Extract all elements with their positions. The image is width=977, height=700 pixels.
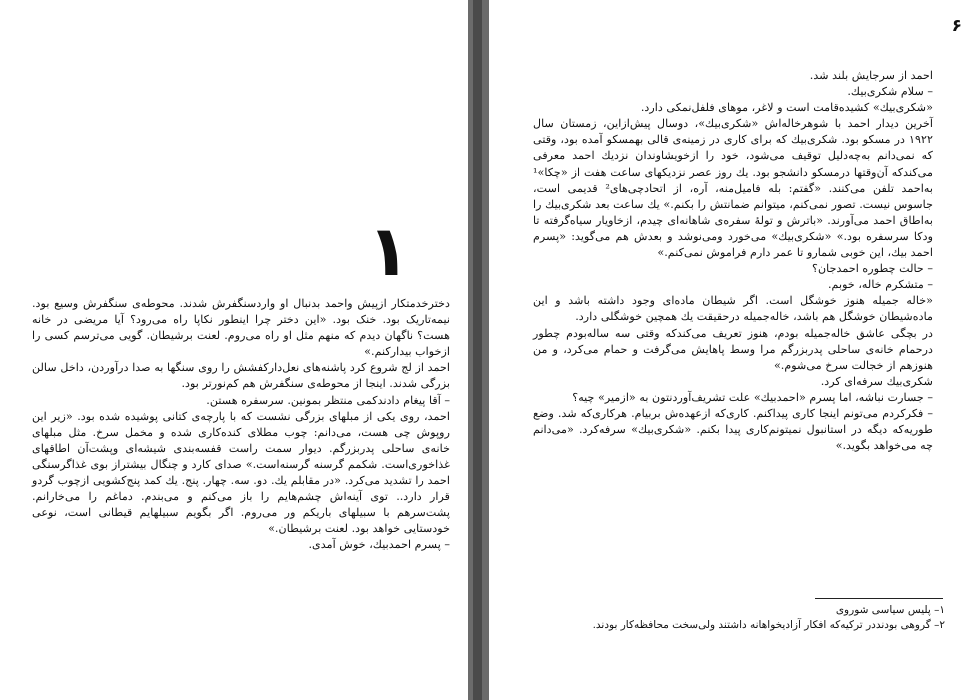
book-spine [468, 0, 489, 700]
paragraph: – جسارت نباشه، اما پسرم «احمدبیك» علت تشریف‌آوردنتون به «ازمیر» چیه؟ [572, 390, 933, 404]
paragraph: احمد از سرجایش بلند شد. [809, 69, 933, 82]
page-number: ۶ [951, 16, 962, 36]
chapter-number: ۱ [367, 210, 410, 292]
left-page-text [32, 296, 450, 554]
right-page [489, 0, 977, 700]
paragraph: دخترخدمتکار ازپیش واحمد بدنبال او واردسنگفرش شدند. محوطه‌ی سنگفرش وسیع بود. نیمه‌تاریک بود. خنک بود. «این دختر چرا اینطور نکاپا راه می‌رود؟ آیا مریضی در خانه هست؟ ناگهان دیدم که منهم مثل او راه می‌روم. لعنت برشیطان. گویی می‌ترسم کسی را ازخواب بیدارکنم.» [32, 297, 450, 359]
footnote-divider [815, 598, 943, 599]
paragraph: احمد، روی یکی از مبلهای بزرگی نشست که با پارچه‌ی کتانی پوشیده شده بود. «زیر این روپوش چی هست، می‌دانم: چوب مطلای کنده‌کاری شده و مخمل سرخ. مثل مبلهای خانه‌ی ساحلی پدربزرگم. دیوار سمت راست قفسه‌بندی شیشه‌ای وپشت‌آن اطاقهای غذاخوری‌است. شکمم گرسنه گرسنه‌است.» صدای کارد و چنگال بیشتراز بوی غذاگرسنگی احمد را تشدید می‌کرد. «در مقابلم یك. دو. سه. چهار. پنج. یك کمد پنج‌کشویی ازچوب گردو قرار دارد.. توی آینه‌اش چشم‌هایم را باز می‌کنم و می‌بندم. دماغم را می‌خارانم. پشت‌سرهم با سبیلهای باریکم ور می‌روم. اگر بگویم سبیلهایم قیطانی است، نوعی خودستایی خواهد بود. لعنت برشیطان.» [32, 409, 450, 536]
paragraph: – متشکرم خاله، خوبم. [827, 278, 933, 292]
left-page [0, 0, 468, 700]
paragraph: – حالت چطوره احمدجان؟ [812, 262, 933, 276]
paragraph: احمد از لج شروع کرد پاشنه‌های نعل‌دارکفشش را روی سنگها به صدا درآوردن، داخل سالن بزرگی شدند. اینجا از محوطه‌ی سنگفرش هم کم‌نورتر بود. [32, 361, 450, 391]
paragraph: در بچگی عاشق خاله‌جمیله بودم، هنوز تعریف می‌کندکه وقتی سه ساله‌بودم چطور درحمام خانه‌ی ساحلی پدربزرگم مرا وسط پاهایش می‌گرفت و حمام می‌کرد، و من هنوزهم از خجالت سرخ می‌شوم.» [533, 326, 933, 372]
right-page-text [533, 68, 933, 454]
paragraph: «شکری‌بیك» کشیده‌قامت است و لاغر، موهای فلفل‌نمکی دارد. [640, 101, 933, 115]
paragraph: شکری‌بیك سرفه‌ای کرد. [820, 374, 933, 388]
paragraph: – سلام شکری‌بیك. [847, 85, 933, 99]
paragraph: – آقا پیغام دادندکمی منتظر بمونین. سرسفره هستن. [206, 393, 450, 407]
paragraph: «خاله جمیله هنوز خوشگل است. اگر شیطان ماده‌ای وجود داشته باشد و این ماده‌شیطان خوشگل هم باشد، خاله‌جمیله درحقیقت یك همچین خوشگلی دارد. [533, 294, 933, 324]
footnote: ۱– پلیس سیاسی شوروی [835, 604, 945, 616]
footnote: ۲– گروهی بودنددر ترکیه‌که افکار آزادیخواهانه داشتند ولی‌سخت محافظه‌کار بودند. [592, 618, 945, 631]
paragraph: آخرین دیدار احمد با شوهرخاله‌اش «شکری‌بیك»، دوسال پیش‌ازاین، زمستان سال ۱۹۲۲ در مسکو بود. شکری‌بیك که برای کاری در زمینه‌ی قالی بهمسکو آمده بود، وقتی که نمی‌دانم به‌چه‌دلیل توقیف می‌شود، خود را ازخویشاوندان نزدیك احمد معرفی می‌کندکه آن‌وقتها درمسکو دانشجو بود. یك روز عصر نزدیکهای ساعت هفت از «چکا»¹ به‌احمد تلفن می‌کنند. «گفتم: بله فامیل‌منه، آره، از اتحادچی‌های² قدیمی است، جاسوس نیست. تصور نمی‌کنم، میتوانم ضمانتش را بکنم.» یك ساعت بعد شکری‌بیك را به‌اطاق احمد می‌آورند. «باترش و تولهٔ سفره‌ی شاهانه‌ای چیدم، ازخاویار سیاه‌گرفته تا ودکا سرسفره بود.» «شکری‌بیك» می‌خورد ومی‌نوشد و بعدش هم می‌گوید: «پسرم احمد بیك، این خوبی شمارو تا عمر دارم فراموش نمی‌کنم.» [533, 117, 934, 260]
footnotes [535, 603, 945, 632]
paragraph: – پسرم احمدبیك، خوش آمدی. [308, 538, 450, 552]
paragraph: – فکرکردم می‌تونم اینجا کاری پیداکنم. کاری‌که ازعهده‌ش بربیام. هرکاری‌که شد. وضع طوریه‌که دیگه در استانبول نمیتونم‌کاری پیدا بکنم. «شکری‌بیك» سرفه‌کرد. «می‌دانم چه می‌خواهد بگوید.» [533, 406, 933, 453]
